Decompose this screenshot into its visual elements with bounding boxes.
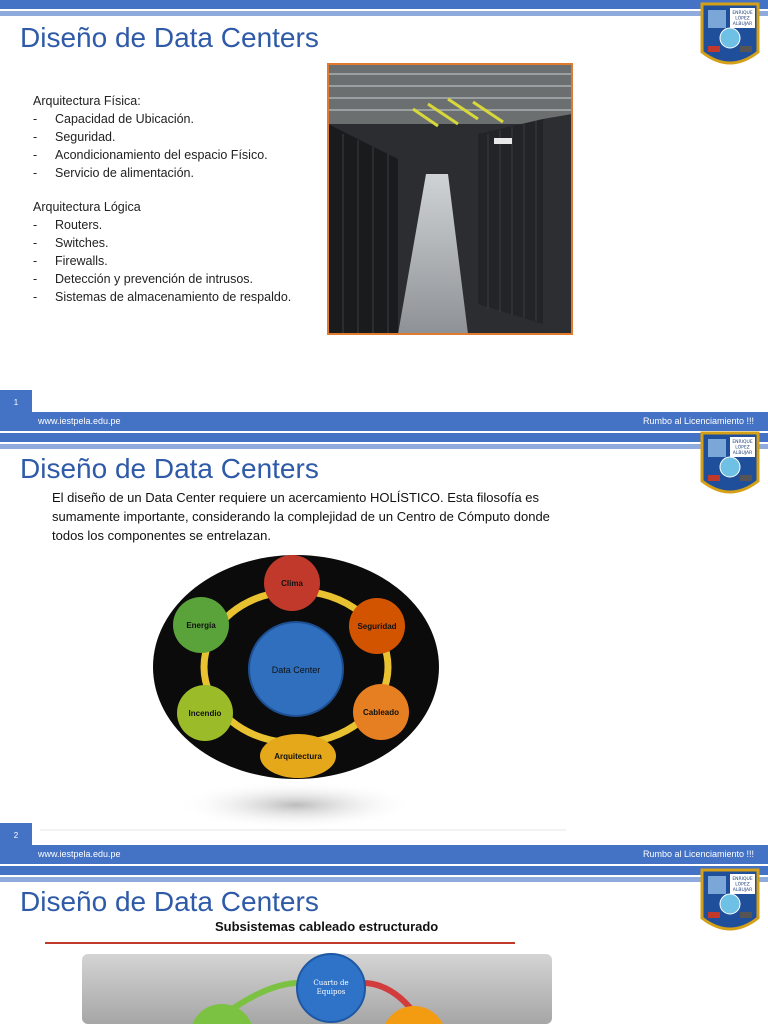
- list-item: - Firewalls.: [33, 254, 108, 268]
- svg-text:ALBUJAR: ALBUJAR: [732, 888, 753, 893]
- list-item: - Servicio de alimentación.: [33, 166, 194, 180]
- svg-text:ENRIQUE: ENRIQUE: [732, 440, 753, 445]
- logical-heading: Arquitectura Lógica: [33, 200, 141, 214]
- footer-slogan: Rumbo al Licenciamiento !!!: [642, 849, 754, 859]
- list-item: - Acondicionamiento del espacio Físico.: [33, 148, 268, 162]
- list-item: - Routers.: [33, 218, 103, 232]
- intro-paragraph: El diseño de un Data Center requiere un acercamiento HOLÍSTICO. Esta filosofía es sumamente importante, considerando la complejidad de un Centro de Cómputo donde todos los componentes se entrelazan.: [52, 490, 550, 543]
- slide-title: Diseño de Data Centers: [20, 22, 319, 53]
- data-center-photo: [328, 64, 572, 334]
- svg-text:Energía: Energía: [186, 621, 216, 630]
- slide-3: [0, 866, 768, 1024]
- top-bar-accent: [0, 877, 768, 882]
- list-item: - Switches.: [33, 236, 109, 250]
- subtitle-underline: [45, 942, 515, 944]
- slide-subtitle: Subsistemas cableado estructurado: [215, 919, 439, 934]
- top-bar-accent: [0, 444, 768, 449]
- svg-text:ENRIQUE: ENRIQUE: [732, 877, 753, 882]
- top-bar: [0, 866, 768, 875]
- institution-logo: [700, 868, 760, 940]
- svg-text:Cuarto de: Cuarto de: [313, 979, 349, 987]
- slide-title: Diseño de Data Centers: [20, 453, 319, 484]
- svg-text:ALBUJAR: ALBUJAR: [732, 451, 753, 456]
- list-item: - Capacidad de Ubicación.: [33, 112, 194, 126]
- footer: [0, 845, 768, 864]
- footer-url[interactable]: www.iestpela.edu.pe: [38, 416, 121, 426]
- footer-url[interactable]: www.iestpela.edu.pe: [38, 849, 121, 859]
- footer: [0, 412, 768, 431]
- slide-2: [0, 433, 768, 859]
- svg-text:Cableado: Cableado: [362, 708, 400, 717]
- institution-logo: [700, 2, 760, 74]
- physical-architecture: [33, 92, 268, 182]
- institution-logo: [700, 431, 760, 503]
- svg-text:ENRIQUE: ENRIQUE: [732, 11, 753, 16]
- cabling-diagram: [82, 954, 552, 1024]
- logical-architecture: [33, 198, 291, 306]
- svg-text:LÓPEZ: LÓPEZ: [735, 445, 750, 451]
- list-item: - Sistemas de almacenamiento de respaldo.: [33, 290, 292, 304]
- page-number: 2: [0, 823, 32, 845]
- top-bar: [0, 0, 768, 9]
- svg-text:LÓPEZ: LÓPEZ: [735, 882, 750, 888]
- physical-heading: Arquitectura Física:: [33, 94, 141, 108]
- holistic-diagram: [40, 543, 566, 831]
- slide-1: [0, 0, 768, 426]
- list-item: - Seguridad.: [33, 130, 116, 144]
- slide-title: Diseño de Data Centers: [20, 886, 319, 917]
- svg-text:Seguridad: Seguridad: [357, 622, 397, 631]
- page-number: 1: [0, 390, 32, 412]
- footer-slogan: Rumbo al Licenciamiento !!!: [642, 416, 754, 426]
- svg-text:Arquitectura: Arquitectura: [274, 752, 322, 761]
- svg-text:Clima: Clima: [281, 579, 303, 588]
- svg-text:Incendio: Incendio: [188, 709, 222, 718]
- list-item: - Detección y prevención de intrusos.: [33, 272, 254, 286]
- svg-text:Equipos: Equipos: [316, 988, 346, 996]
- top-bar: [0, 433, 768, 442]
- svg-text:Data Center: Data Center: [271, 665, 321, 675]
- svg-text:LÓPEZ: LÓPEZ: [735, 16, 750, 22]
- svg-text:ALBUJAR: ALBUJAR: [732, 22, 753, 27]
- top-bar-accent: [0, 11, 768, 16]
